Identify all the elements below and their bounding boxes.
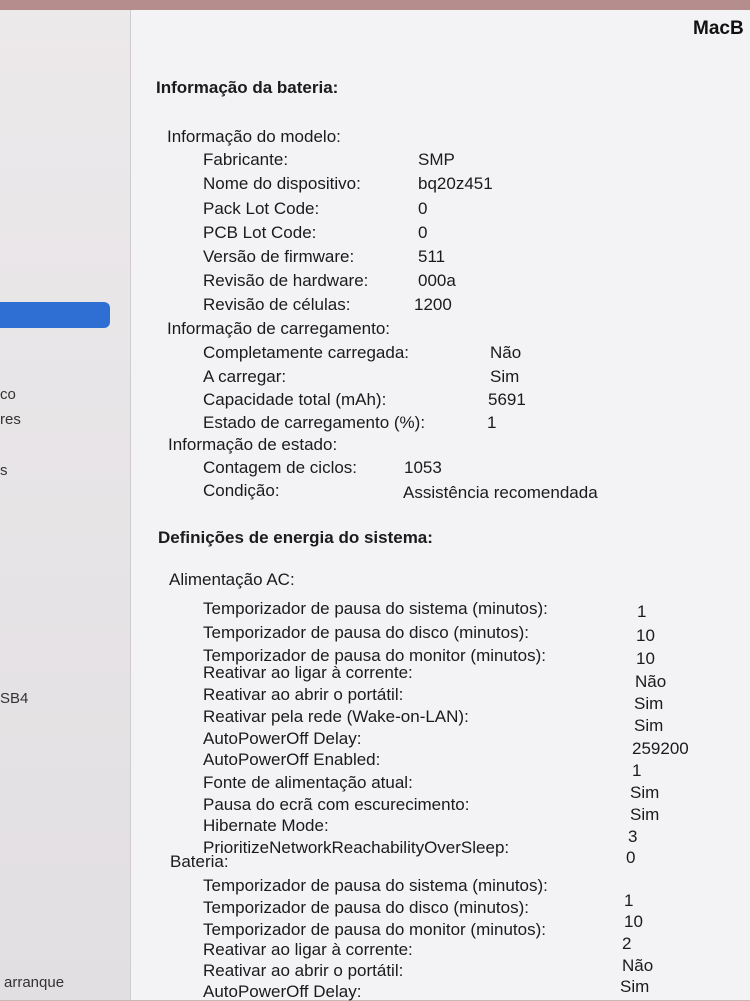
field-label: Completamente carregada: xyxy=(203,343,410,362)
field-label: Reativar pela rede (Wake-on-LAN): xyxy=(203,707,469,726)
field-value: 259200 xyxy=(632,739,689,758)
field-value: 0 xyxy=(418,223,428,242)
field-label: Reativar ao ligar à corrente: xyxy=(203,663,413,682)
field-label: AutoPowerOff Delay: xyxy=(203,729,362,748)
sidebar-item-fragment[interactable]: SB4 xyxy=(0,690,29,707)
field-value: 3 xyxy=(628,827,638,846)
field-value: 1 xyxy=(637,602,647,621)
field-value: 2 xyxy=(622,934,632,953)
sidebar-item-selected[interactable] xyxy=(0,302,110,328)
field-value: Não xyxy=(635,672,667,691)
field-label: Fonte de alimentação atual: xyxy=(203,773,413,792)
battery-info-heading: Informação da bateria: xyxy=(156,78,339,97)
field-label: Temporizador de pausa do sistema (minutos): xyxy=(203,876,548,895)
field-label: Nome do dispositivo: xyxy=(203,174,361,193)
field-label: Temporizador de pausa do monitor (minutos): xyxy=(203,920,546,939)
field-label: Revisão de células: xyxy=(203,295,351,314)
field-label: Versão de firmware: xyxy=(203,247,355,266)
field-label: AutoPowerOff Enabled: xyxy=(203,750,381,769)
field-label: Capacidade total (mAh): xyxy=(203,390,387,409)
field-value: 1200 xyxy=(414,295,452,314)
field-value: 000a xyxy=(418,271,456,290)
field-value: Sim xyxy=(620,977,650,996)
ac-power-label: Alimentação AC: xyxy=(169,570,295,589)
field-label: Fabricante: xyxy=(203,150,289,169)
field-label: AutoPowerOff Delay: xyxy=(203,982,362,1001)
field-label: Estado de carregamento (%): xyxy=(203,413,426,432)
field-label: Pack Lot Code: xyxy=(203,199,320,218)
field-value: Sim xyxy=(634,694,664,713)
field-value: bq20z451 xyxy=(418,174,493,193)
field-label: Revisão de hardware: xyxy=(203,271,369,290)
field-value: 5691 xyxy=(488,390,526,409)
field-value: Sim xyxy=(634,716,664,735)
status-info-label: Informação de estado: xyxy=(168,435,338,454)
field-label: Temporizador de pausa do monitor (minutos): xyxy=(203,646,546,665)
field-value: Sim xyxy=(630,805,660,824)
screen-bezel xyxy=(0,0,750,10)
field-label: Temporizador de pausa do disco (minutos): xyxy=(203,898,529,917)
sidebar-item-fragment[interactable]: co xyxy=(0,386,16,403)
field-label: A carregar: xyxy=(203,367,287,386)
sidebar-item-fragment[interactable]: res xyxy=(0,411,21,428)
field-label: Hibernate Mode: xyxy=(203,816,329,835)
field-value: Sim xyxy=(490,367,520,386)
field-value: 0 xyxy=(418,199,428,218)
model-info-label: Informação do modelo: xyxy=(167,127,341,146)
charging-info-label: Informação de carregamento: xyxy=(167,319,391,338)
power-settings-heading: Definições de energia do sistema: xyxy=(158,528,433,547)
field-label: Pausa do ecrã com escurecimento: xyxy=(203,795,470,814)
field-label: Reativar ao abrir o portátil: xyxy=(203,685,404,704)
field-label: Reativar ao ligar à corrente: xyxy=(203,940,413,959)
field-label: Temporizador de pausa do disco (minutos): xyxy=(203,623,529,642)
field-value: 10 xyxy=(624,912,643,931)
field-value: SMP xyxy=(418,150,455,169)
sidebar-item-fragment[interactable]: s xyxy=(0,462,8,479)
field-value: 1 xyxy=(487,413,497,432)
field-value: 0 xyxy=(626,848,636,867)
field-value: 10 xyxy=(636,626,655,645)
field-value: 1053 xyxy=(404,458,442,477)
field-label: Condição: xyxy=(203,481,280,500)
field-value: Sim xyxy=(630,783,660,802)
field-label: PCB Lot Code: xyxy=(203,223,317,242)
field-label: Reativar ao abrir o portátil: xyxy=(203,961,404,980)
window-title: MacB xyxy=(693,18,744,39)
field-label: PrioritizeNetworkReachabilityOverSleep: xyxy=(203,838,510,857)
field-value: 1 xyxy=(624,891,634,910)
field-label: Contagem de ciclos: xyxy=(203,458,358,477)
sidebar-item-fragment[interactable]: arranque xyxy=(4,974,65,991)
field-value: 10 xyxy=(636,649,655,668)
battery-power-label: Bateria: xyxy=(170,852,229,871)
field-value: 1 xyxy=(632,761,642,780)
field-value: 511 xyxy=(418,247,446,266)
field-label: Temporizador de pausa do sistema (minutos): xyxy=(203,599,548,618)
field-value: Não xyxy=(490,343,522,362)
field-value: Assistência recomendada xyxy=(403,483,598,502)
sidebar[interactable] xyxy=(0,10,131,1000)
field-value: Não xyxy=(622,956,654,975)
